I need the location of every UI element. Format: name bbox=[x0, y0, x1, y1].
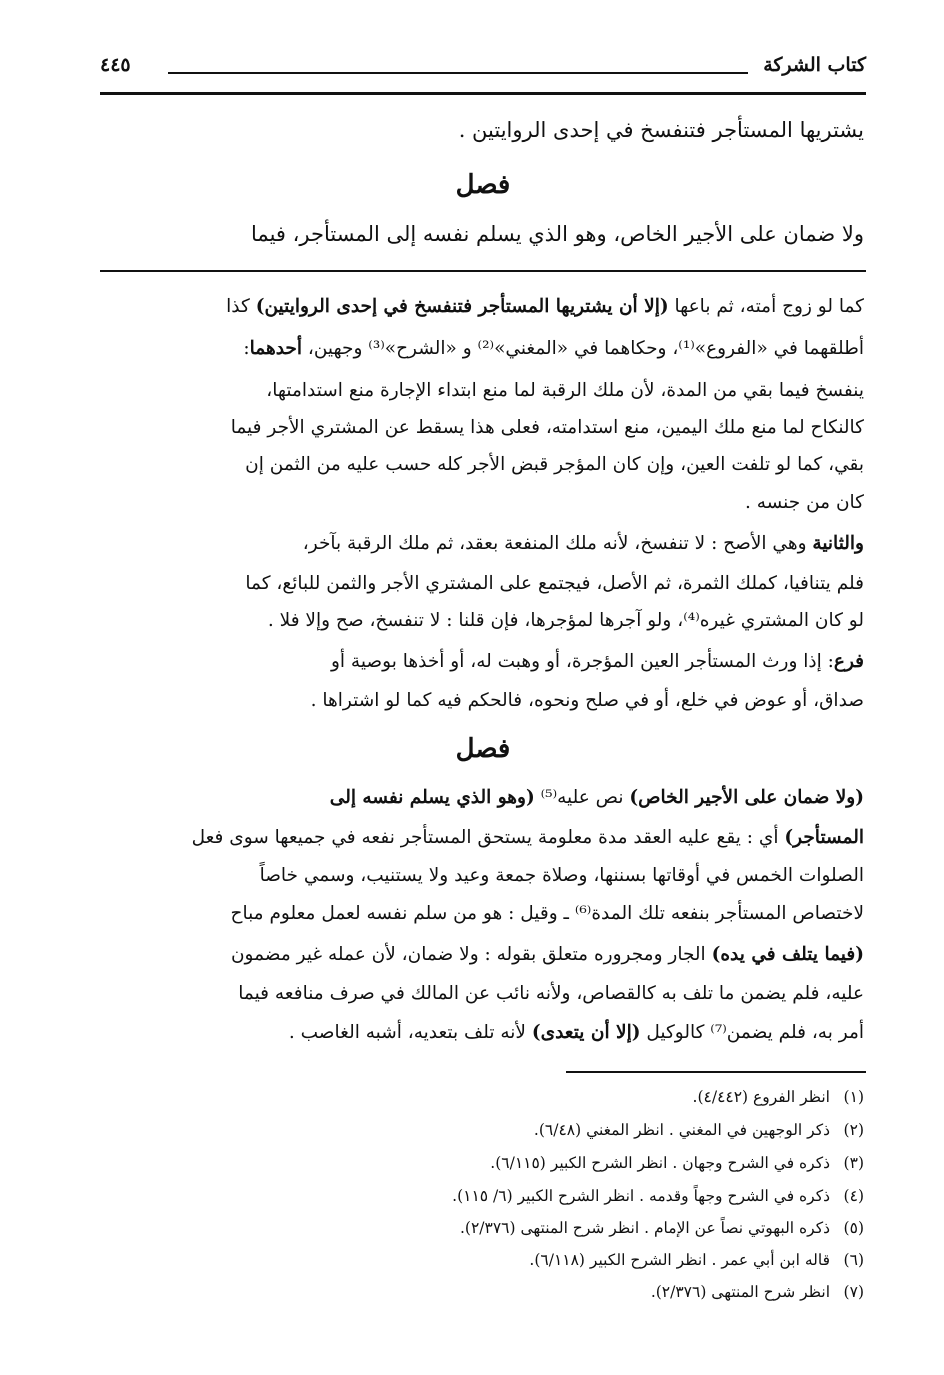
commentary-line: الصلوات الخمس في أوقاتها بسننها، وصلاة جمعة وعيد ولا يستنيب، وسمي خاصاً bbox=[259, 865, 864, 886]
commentary-line: عليه، فلم يضمن ما تلف به كالقصاص، ولأنه نائب عن المالك في صرف منافعه فيما bbox=[238, 983, 864, 1004]
footnote: (٦)قاله ابن أبي عمر . انظر الشرح الكبير (٦/١١٨). bbox=[529, 1251, 864, 1269]
commentary-line: كان من جنسه . bbox=[745, 492, 864, 513]
commentary-line: أمر به، فلم يضمن⁽⁷⁾ كالوكيل (إلا أن يتعدى) لأنه تلف بتعديه، أشبه الغاصب . bbox=[288, 1022, 864, 1043]
running-header bbox=[100, 52, 866, 95]
footnote: (٧)انظر شرح المنتهى (٢/٣٧٦). bbox=[650, 1283, 864, 1301]
matn-separator bbox=[100, 270, 866, 272]
commentary-line: ينفسخ فيما بقي من المدة، لأن ملك الرقبة لما منع ابتداء الإجارة منع استدامتها، bbox=[266, 380, 864, 401]
commentary-line: أطلقهما في «الفروع»⁽¹⁾، وحكاهما في «المغني»⁽²⁾ و «الشرح»⁽³⁾ وجهين، أحدهما: bbox=[243, 338, 864, 359]
header-rule bbox=[168, 72, 748, 74]
page-number: ٤٤٥ bbox=[100, 54, 131, 76]
chapter-title: كتاب الشركة bbox=[763, 54, 866, 76]
section-heading: فصل bbox=[455, 734, 511, 764]
footnote: (١)انظر الفروع (٤/٤٤٢). bbox=[692, 1088, 864, 1106]
commentary-line: صداق، أو عوض في خلع، أو في صلح ونحوه، فالحكم فيه كما لو اشتراها . bbox=[310, 690, 864, 711]
commentary-line: المستأجر) أي : يقع عليه العقد مدة معلومة يستحق المستأجر نفعه في جميعها سوى فعل bbox=[191, 827, 864, 848]
footnote: (٤)ذكره في الشرح وجهاً وقدمه . انظر الشرح الكبير (٦/ ١١٥). bbox=[452, 1187, 864, 1205]
commentary-line: والثانية وهي الأصح : لا تنفسخ، لأنه ملك المنفعة بعقد، ثم ملك الرقبة بآخر، bbox=[302, 533, 864, 554]
footnote: (٥)ذكره البهوتي نصاً عن الإمام . انظر شرح المنتهى (٢/٣٧٦). bbox=[459, 1219, 864, 1237]
matn-line-1: يشتريها المستأجر فتنفسخ في إحدى الروايتين . bbox=[458, 118, 864, 142]
matn-line-2: ولا ضمان على الأجير الخاص، وهو الذي يسلم نفسه إلى المستأجر، فيما bbox=[251, 222, 864, 246]
footnote-separator bbox=[566, 1071, 866, 1073]
commentary-line: (ولا ضمان على الأجير الخاص) نص عليه⁽⁵⁾ (وهو الذي يسلم نفسه إلى bbox=[329, 787, 864, 808]
footnote: (٢)ذكر الوجهين في المغني . انظر المغني (٦/٤٨). bbox=[533, 1121, 864, 1139]
commentary-line: (فيما يتلف في يده) الجار ومجروره متعلق بقوله : ولا ضمان، لأن عمله غير مضمون bbox=[230, 944, 864, 965]
commentary-line: كما لو زوج أمته، ثم باعها (إلا أن يشتريها المستأجر فتنفسخ في إحدى الروايتين) كذا bbox=[226, 296, 864, 317]
commentary-line: فرع: إذا ورث المستأجر العين المؤجرة، أو وهبت له، أو أخذها بوصية أو bbox=[330, 651, 864, 672]
commentary-line: كالنكاح لما منع ملك اليمين، منع استدامته، فعلى هذا يسقط عن المشتري الأجر فيما bbox=[230, 417, 864, 438]
footnote: (٣)ذكره في الشرح وجهان . انظر الشرح الكبير (٦/١١٥). bbox=[490, 1154, 864, 1172]
commentary-line: لاختصاص المستأجر بنفعه تلك المدة⁽⁶⁾ ـ وقيل : هو من سلم نفسه لعمل معلوم مباح bbox=[230, 903, 864, 924]
commentary-line: فلم يتنافيا، كملك الثمرة، ثم الأصل، فيجتمع على المشتري الأجر والثمن للبائع، كما bbox=[245, 573, 864, 594]
commentary-line: لو كان المشتري غيره⁽⁴⁾، ولو آجرها لمؤجرها، فإن قلنا : لا تنفسخ، صح وإلا فلا . bbox=[267, 610, 864, 631]
commentary-line: بقي، كما لو تلفت العين، وإن كان المؤجر قبض الأجر كله حسب عليه من الثمن إن bbox=[245, 454, 864, 475]
section-heading: فصل bbox=[455, 170, 511, 200]
